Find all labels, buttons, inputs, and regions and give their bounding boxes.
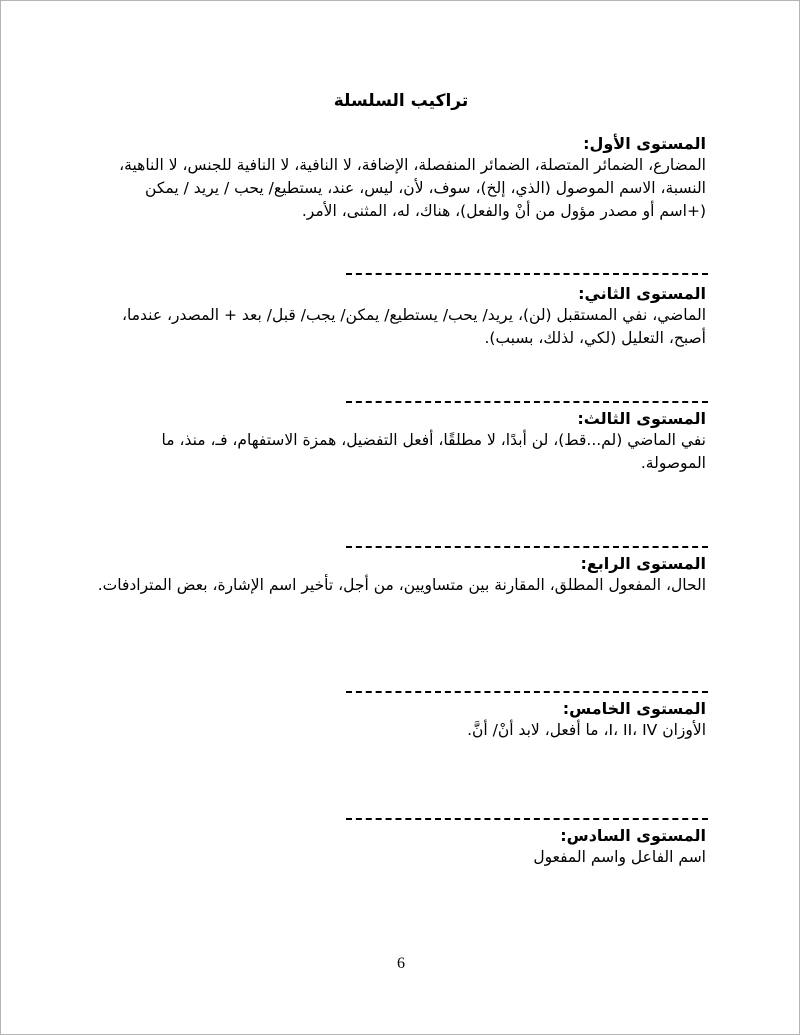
level-5-heading: المستوى الخامس:: [562, 699, 706, 718]
level-4-section: [96, 554, 706, 597]
level-2-section: [96, 284, 706, 350]
separator-5: [346, 818, 708, 820]
level-5-section: [96, 699, 706, 742]
level-6-text: اسم الفاعل واسم المفعول: [533, 848, 706, 866]
level-2-heading: المستوى الثاني:: [578, 284, 706, 303]
level-1-section: [96, 134, 706, 223]
level-2-text: الماضي، نفي المستقبل (لن)، يريد/ يحب/ يستطيع/ يمكن/ يجب/ قبل/ بعد + المصدر، عندما، أصبح، التعليل (لكي، لذلك، بسبب).: [122, 306, 706, 347]
separator-1: [346, 273, 708, 275]
level-1-text: المضارع، الضمائر المتصلة، الضمائر المنفصلة، الإضافة، لا النافية، لا النافية للجنس، لا الناهية، النسبة، الاسم الموصول (الذي، إلخ)، سوف، لأن، ليس، عند، يستطيع/ يحب / يريد / يمكن (+اسم أو مصدر مؤول من أنْ والفعل)، هناك، له، المثنى، الأمر.: [119, 156, 706, 220]
level-6-section: [96, 826, 706, 869]
level-3-text: نفي الماضي (لم...قط)، لن أبدًا، لا مطلقًا، أفعل التفضيل، همزة الاستفهام، فـ، منذ، ما الموصولة.: [161, 431, 706, 472]
level-4-heading: المستوى الرابع:: [580, 554, 706, 573]
level-4-text: الحال، المفعول المطلق، المقارنة بين متساويين، من أجل، تأخير اسم الإشارة، بعض المترادفات.: [97, 576, 706, 594]
document-title: تراكيب السلسلة: [333, 91, 469, 111]
separator-2: [346, 401, 708, 403]
page-number: 6: [397, 955, 405, 972]
level-1-heading: المستوى الأول:: [583, 134, 706, 153]
separator-3: [346, 546, 708, 548]
level-3-section: [96, 409, 706, 475]
separator-4: [346, 691, 708, 693]
level-6-heading: المستوى السادس:: [560, 826, 706, 845]
level-5-text: الأوزان I، II، IV، ما أفعل، لابد أنْ/ أنَّ.: [467, 721, 706, 739]
level-3-heading: المستوى الثالث:: [577, 409, 706, 428]
